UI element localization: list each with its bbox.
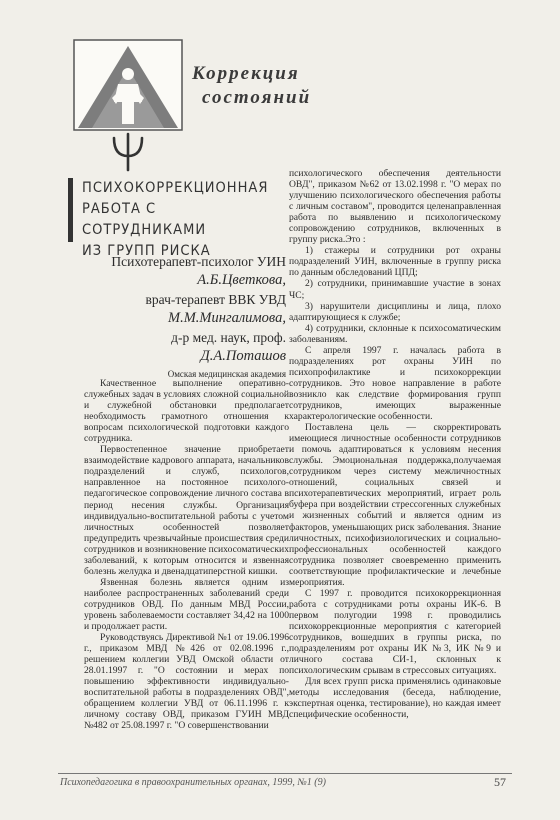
- author-role-3: д-р мед. наук, проф.: [171, 330, 286, 345]
- list-item: 4) сотрудники, склонные к психосоматическим заболеваниям.: [289, 322, 501, 345]
- journal-citation: Психопедагогика в правоохранительных органах, 1999, №1 (9): [60, 777, 326, 788]
- paragraph: Первостепенное значение приобретает взаимодействие кадрового аппарата, начальников подразделений и служб, психологов, направленное на постоянное психолого-педагогическое сопровождение личного состава в период несения службы. Организация индивидуально-воспитательной работы с учетом личностных особенностей позволяет предупредить чрезвычайные происшествия среди сотрудников и возникновение психосоматических заболеваний, к которым относится и язвенная болезнь желудка и двенадцатиперстной кишки.: [84, 444, 289, 577]
- paragraph: психологического обеспечения деятельности ОВД", приказом №62 от 13.02.1998 г. "О мерах по улучшению психологического обеспечения работы с личным составом", проводится целенаправленная работа по выявлению и психологическому сопровождению сотрудников, включенных в группу риска.Это :: [289, 168, 501, 246]
- paragraph: С 1997 г. проводится психокоррекционная работа с сотрудниками роты охраны ИК-6. В первом полугодии 1998 г. проводились психокоррекционные мероприятия с категорией сотрудников, вошедших в группы риска, по подразделениям рот охраны ИК №3, ИК №9 и личного состава СИ-1, склонных к психологическим срывам в стрессовых ситуациях.: [289, 587, 501, 677]
- paragraph: Язвенная болезнь является одним из наиболее распространенных заболеваний среди сотрудников ОВД. По данным МВД России, уровень заболеваемости составляет 34,42 на 1000 и продолжает расти.: [84, 576, 289, 633]
- left-column: [84, 378, 289, 732]
- article-title: [82, 178, 282, 262]
- author-block: [100, 252, 286, 381]
- title-accent-bar: [68, 178, 73, 242]
- title-line-1: ПСИХОКОРРЕКЦИОННАЯ: [82, 180, 269, 196]
- rubric-line-2: состояний: [202, 87, 312, 108]
- psi-icon: [114, 134, 142, 170]
- author-role-1: Психотерапевт-психолог УИН: [111, 254, 286, 269]
- paragraph: Поставлена цель — скорректировать имеющиеся личностные особенности сотрудников и помочь адаптироваться к условиям несения службы. Эмоциональная поддержка,получаемая сотрудником через систему межличностных отношений, социальных связей и психотерапевтических мероприятий, играет роль буфера при воздействии стрессогенных служебных и жизненных событий и является одним из факторов, уменьшающих риск заболевания. Знание личностных, психофизиологических и социально-профессиональных особенностей каждого сотрудника позволяет своевременно применить соответствующие профилактические и лечебные мероприятия.: [289, 422, 501, 588]
- rubric-heading: [188, 62, 338, 110]
- paragraph: С апреля 1997 г. началась работа в подразделениях рот охраны УИН по психопрофилактике и психокоррекции сотрудников. Это новое направление в работе возникло как следствие формирования групп сотрудников, имеющих выраженные характерологические особенности.: [289, 344, 501, 423]
- author-role-2: врач-терапевт ВВК УВД: [145, 292, 286, 307]
- list-item: 3) нарушители дисциплины и лица, плохо адаптирующиеся к службе;: [289, 300, 501, 323]
- author-name-3: Д.А.Поташов: [200, 348, 286, 364]
- rubric-line-1: Коррекция: [192, 63, 300, 84]
- list-item: 1) стажеры и сотрудники рот охраны подразделений УИН, включенные в группу риска по данным обследований ЦПД;: [289, 245, 501, 279]
- right-column: [289, 168, 501, 720]
- paragraph: Качественное выполнение оперативно-служебных задач в условиях сложной социальной и служебной обстановки предполагает необходимость грамотного отношения к вопросам психологической подготовки каждого сотрудника.: [84, 378, 289, 445]
- title-line-2: РАБОТА С СОТРУДНИКАМИ: [82, 201, 207, 238]
- author-affiliation: Омская медицинская академия: [167, 369, 286, 379]
- rubric-logo: [72, 38, 184, 172]
- list-item: 2) сотрудники, принимавшие участие в зонах ЧС;: [289, 278, 501, 301]
- footer-divider: [58, 773, 512, 774]
- title-line-3: ИЗ ГРУПП РИСКА: [82, 243, 211, 259]
- author-name-2: М.М.Мингалимова,: [168, 310, 286, 326]
- paragraph: Руководствуясь Директивой №1 от 19.06.1996 г., приказом МВД №426 от 02.08.1996 г., решением коллегии УВД Омской области от 28.01.1997 г. "О состоянии и мерах по повышению эффективности индивидуально-воспитательной работы в подразделениях ОВД", обращением коллегии УВД от 06.11.1996 г. к личному составу ОВД, приказом ГУИН МВД №482 от 25.08.1997 г. "О совершенствовании: [84, 632, 289, 732]
- author-name-1: А.Б.Цветкова,: [197, 272, 286, 288]
- paragraph: Для всех групп риска применялись одинаковые методы исследования (беседа, наблюдение, экспертная оценка, тестирование), но каждая имеет специфические особенности,: [289, 676, 501, 721]
- page-number: 57: [494, 775, 506, 789]
